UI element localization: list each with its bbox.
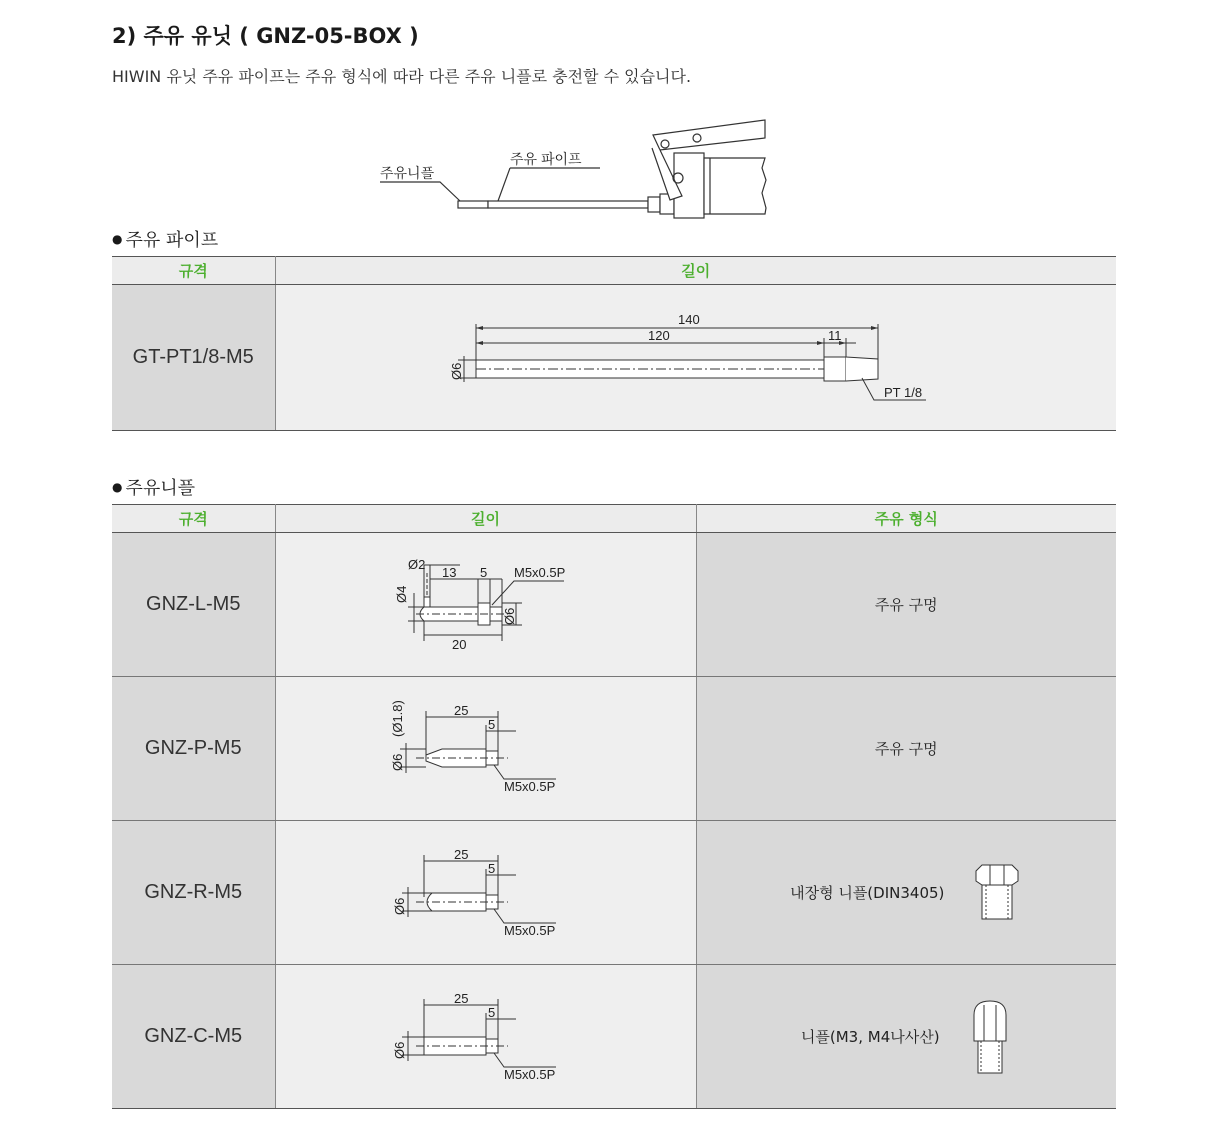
pipe-callout-label: 주유 파이프	[510, 151, 582, 167]
dim-thread: M5x0.5P	[513, 564, 565, 580]
nipple-l-dimension-drawing	[376, 543, 596, 663]
dim-thread-spec: PT 1/8	[883, 384, 922, 400]
nipple-r-dimension-drawing	[376, 831, 596, 951]
method-cell	[696, 533, 1116, 677]
dim-d6: Ø6	[391, 1041, 407, 1059]
drawing-cell	[275, 285, 1116, 431]
pipe-spec-table	[112, 256, 1116, 431]
nipple-callout-label: 주유니플	[380, 165, 435, 181]
col-header-spec: 규격	[112, 257, 275, 285]
method-cell	[696, 965, 1116, 1109]
dim-thread: M5x0.5P	[503, 778, 555, 794]
dim-d6: Ø6	[501, 607, 517, 625]
pipe-dimension-drawing	[436, 296, 956, 416]
bullet-icon: ●	[112, 480, 123, 494]
dim-d2: Ø2	[407, 556, 425, 572]
col-header-length: 길이	[275, 505, 696, 533]
drawing-cell	[275, 533, 696, 677]
table-header-row	[112, 505, 1116, 533]
nipple-c-dimension-drawing	[376, 975, 596, 1095]
col-header-method: 주유 형식	[696, 505, 1116, 533]
dim-d18: (Ø1.8)	[389, 699, 405, 737]
model-cell: GNZ-C-M5	[112, 965, 275, 1109]
table-row	[112, 677, 1116, 821]
model-cell: GNZ-P-M5	[112, 677, 275, 821]
dim-5: 5	[487, 860, 495, 876]
nipple-section-heading	[112, 474, 195, 500]
nipple-section-heading-text: 주유니플	[125, 478, 196, 499]
hex-nipple-icon	[972, 863, 1022, 923]
method-text: 내장형 니플(DIN3405)	[790, 884, 945, 902]
col-header-spec: 규격	[112, 505, 275, 533]
table-header-row	[112, 257, 1116, 285]
dim-5: 5	[487, 1004, 495, 1020]
pipe-section-heading	[112, 226, 218, 252]
method-cell	[696, 821, 1116, 965]
pipe-section-heading-text: 주유 파이프	[125, 230, 219, 251]
nipple-spec-table	[112, 504, 1116, 1109]
dim-body-length: 120	[647, 327, 670, 343]
table-row	[112, 533, 1116, 677]
dim-d6: Ø6	[389, 753, 405, 771]
dim-total-length: 140	[677, 311, 700, 327]
model-cell: GNZ-R-M5	[112, 821, 275, 965]
dim-13: 13	[441, 564, 456, 580]
dim-5: 5	[487, 716, 495, 732]
page-title: 2) 주유 유닛 ( GNZ-05-BOX )	[112, 24, 419, 48]
table-row	[112, 821, 1116, 965]
model-cell: GT-PT1/8-M5	[112, 285, 275, 431]
drawing-cell	[275, 821, 696, 965]
dim-thread: M5x0.5P	[503, 922, 555, 938]
drawing-cell	[275, 965, 696, 1109]
dim-d4: Ø4	[393, 585, 409, 603]
dim-thread: M5x0.5P	[503, 1066, 555, 1082]
method-cell	[696, 677, 1116, 821]
drawing-cell	[275, 677, 696, 821]
table-row	[112, 965, 1116, 1109]
method-text: 주유 구멍	[874, 596, 938, 614]
intro-text: HIWIN 유닛 주유 파이프는 주유 형식에 따라 다른 주유 니플로 충전할 수 있습니다.	[112, 67, 692, 86]
bullet-icon: ●	[112, 232, 123, 246]
col-header-length: 길이	[275, 257, 1116, 285]
table-row	[112, 285, 1116, 431]
dome-nipple-icon	[968, 997, 1012, 1077]
dim-25: 25	[453, 846, 468, 862]
dim-20: 20	[451, 636, 466, 652]
dim-d6: Ø6	[391, 897, 407, 915]
model-cell: GNZ-L-M5	[112, 533, 275, 677]
dim-diameter: Ø6	[448, 362, 464, 380]
method-text: 주유 구멍	[874, 740, 938, 758]
method-text: 니플(M3, M4나사산)	[800, 1028, 940, 1046]
dim-5: 5	[479, 564, 487, 580]
lubrication-unit-overview-drawing	[370, 108, 790, 228]
dim-25: 25	[453, 990, 468, 1006]
nipple-p-dimension-drawing	[376, 687, 596, 807]
dim-25: 25	[453, 702, 468, 718]
dim-thread-length: 11	[827, 327, 842, 343]
